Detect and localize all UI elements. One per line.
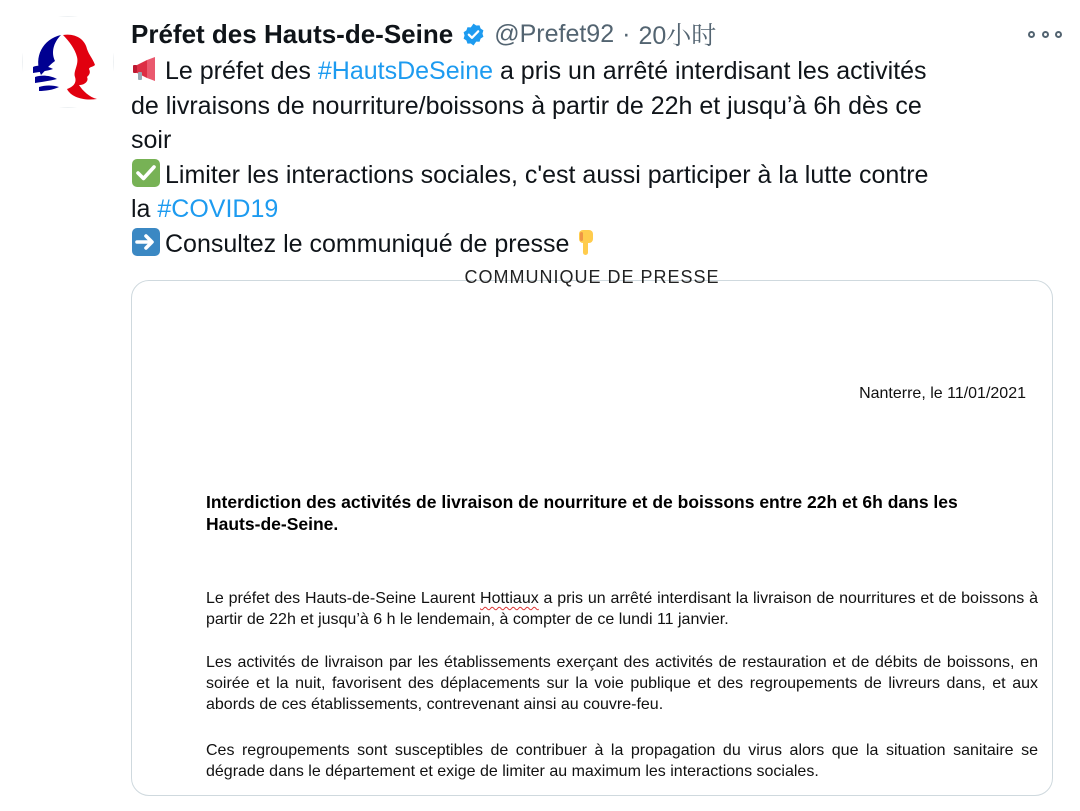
tweet-line-4	[131, 158, 1061, 193]
pointing-down-emoji	[571, 227, 601, 257]
tweet-header	[131, 16, 1062, 52]
tweet-body	[131, 54, 1061, 261]
document-paragraph-2: Les activités de livraison par les établissements exerçant des activités de restauration et de débits de boissons, en soirée et la nuit, favorisent des déplacements sur la voie publique et des regroupements de livreurs dans, et aux abords de ces établissements, contrevenant ainsi au couvre-feu.	[206, 654, 1038, 713]
paragraph-segment: a pris un arrêté interdisant la livraison de nourritures et de boissons à partir de 22h et jusqu’à 6 h le lendemain, à compter de ce lundi 11 janvier.	[206, 590, 1039, 628]
author-name[interactable]: Préfet des Hauts-de-Seine	[131, 18, 454, 49]
tweet-text-segment: Le préfet des	[165, 57, 318, 85]
paragraph-segment: Le préfet des Hauts-de-Seine Laurent	[206, 590, 481, 607]
document-title: Interdiction des activités de livraison de nourriture et de boissons entre 22h et 6h dans les Hauts-de-Seine.	[206, 492, 958, 534]
document-paragraph-3: Ces regroupements sont susceptibles de contribuer à la propagation du virus alors que la situation sanitaire se dégrade dans le département et exige de limiter au maximum les interactions sociales.	[206, 742, 1038, 780]
tweet-line-5	[131, 192, 1061, 227]
hashtag-hautsdeseine[interactable]: #HautsDeSeine	[317, 57, 494, 85]
author-avatar[interactable]	[22, 16, 114, 108]
tweet-line-1	[131, 54, 1061, 89]
megaphone-emoji	[131, 54, 161, 84]
tweet-text-segment: Limiter les interactions sociales, c'est aussi participer à la lutte contre	[165, 160, 929, 189]
document-header: COMMUNIQUE DE PRESSE	[464, 267, 720, 287]
author-handle[interactable]: @Prefet92	[494, 19, 615, 48]
tweet-line-3: soir	[131, 126, 172, 154]
hashtag-covid19[interactable]: #COVID19	[157, 195, 279, 223]
press-release-image[interactable]	[131, 267, 1053, 796]
verified-badge-icon	[461, 22, 486, 47]
tweet-text-segment: la	[131, 195, 158, 223]
more-horizontal-icon[interactable]	[1028, 22, 1062, 46]
tweet-text-segment: Consultez le communiqué de presse	[165, 229, 570, 258]
prefect-name: Hottiaux	[480, 590, 539, 607]
document-date: Nanterre, le 11/01/2021	[859, 385, 1026, 402]
check-mark-emoji	[131, 158, 161, 188]
tweet-line-6	[131, 227, 1061, 262]
tweet-timestamp[interactable]: 20小时	[638, 22, 717, 50]
marianne-logo	[23, 17, 113, 107]
tweet-line-2: de livraisons de nourriture/boissons à partir de 22h et jusqu’à 6h dès ce	[131, 91, 922, 120]
right-arrow-emoji	[131, 227, 161, 257]
tweet-text-segment: a pris un arrêté interdisant les activités	[493, 57, 927, 85]
separator-dot: ·	[622, 19, 631, 48]
document-paragraph-1	[206, 588, 1038, 630]
